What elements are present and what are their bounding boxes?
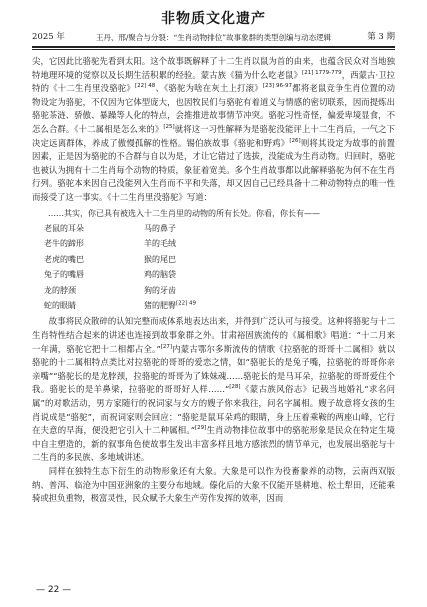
p1-text-1: 尖，它因此比骆驼先看到太阳。这个故事既解释了十二生肖以鼠为首的由来，也蕴含民众对当地独特地理环境的觉察以及长期生活积累的经验。蒙古族《猫为什么吃老鼠》 xyxy=(32,56,395,80)
citation: [29] xyxy=(195,425,207,432)
verse-left: 老牛的蹄形 xyxy=(44,239,84,249)
verse-intro: ……其实，你已具有被选入十二生肖里的动物的所有长处。你看，你长有—— xyxy=(48,208,320,218)
citation: [23] 96-97 xyxy=(262,83,293,90)
p2-text-4: 生肖动物排位故事中的骆驼形象是民众在特定生境中自主塑造的，新的叙事角色使故事生发出丰富多样且地方感浓烈的情节单元，也发展出骆驼与十二生肖的多民族、多地域讲述。 xyxy=(32,425,395,463)
verse-left: 老虎的嘴巴 xyxy=(44,254,84,264)
citation: [21] 1779-779 xyxy=(302,69,342,76)
verse-line xyxy=(32,283,395,298)
paragraph-1 xyxy=(32,55,395,205)
quoted-verse xyxy=(32,206,395,314)
verse-right: 马的鼻子 xyxy=(144,223,176,233)
verse-left: 老鼠的耳朵 xyxy=(44,223,84,233)
header-year: 2025 年 xyxy=(32,32,65,42)
p1-text-4: 都将老鼠竞争生肖位置的动物设定为骆驼，不仅因为它体型庞大，也因牧民们与骆驼有着道义与情感的密切联系，因而提炼出骆驼茶涟、骄傲、暴躁等人化的特点，会推推进故事情节冲突。骆驼习性奇怪，偏爱卑境显食，不怎么合群。《十二属相是怎么来的》 xyxy=(32,83,395,134)
paragraph-2 xyxy=(32,315,395,465)
p2-text-1: 故事将民众散碎的认知完整而成体系地表达出来，并得到广泛认可与接受。这种将骆驼与十二生肖特性结合起来的讲述也连接到故事象群之外。甘肃裕固族流传的《属相歌》唱道：“十二月来一年满，骆驼它把十二相都占全。” xyxy=(32,316,395,354)
verse-line xyxy=(32,252,395,267)
p1-text-6: 则将其设定为故事的前置因素，正是因为骆驼的不合群与自以为是，才让它错过了选拔，没能成为生肖动物。归回时，骆驼也被认为拥有十二生肖每个动物的特质，象征着宽美。多个生肖故事都以此解释骆驼为何不在生肖行列。骆驼本来因自己没能列入生肖而不平和失落，却又因自己已经具备十二种动物特点的唯一性而接受了这一事实。《十二生肖里没骆驼》写道： xyxy=(32,137,395,202)
verse-right: 狗的牙齿 xyxy=(144,285,176,295)
verse-line xyxy=(32,221,395,236)
running-header xyxy=(32,31,395,44)
header-rule-thick xyxy=(32,46,395,48)
page-number: — 22 — xyxy=(36,585,72,595)
citation: [26] xyxy=(289,137,301,144)
verse-right-text: 猪的肥臀 xyxy=(144,300,176,310)
article-body xyxy=(32,55,395,583)
citation: [22] 48 xyxy=(134,83,156,90)
header-issue: 第 3 期 xyxy=(367,32,395,42)
p1-text-5: 就将这一习性解释为是骆驼没能评上十二生肖后，一气之下决定远离群体，养成了傲慢孤解的性格。锡伯族故事《骆驼和野鸡》 xyxy=(32,123,395,148)
citation: [25] xyxy=(163,124,175,131)
verse-left: 兔子的嘴唇 xyxy=(44,270,84,280)
header-running-title: 王丹、邢/聚合与分裂：“生肖动物排位”故事象群的类型创编与动态逻辑 xyxy=(95,33,332,42)
p2-text-2: 内蒙古鄂尔多斯流传的情歌《拉骆驼的哥哥十二属相》就以骆驼的十二属相特点类比对拉骆驼的哥哥的爱恋之情，如“骆驼长的是兔子嘴，拉骆驼的哥哥你亲亲嘴”“骆驼长的是龙脖颈，拉骆驼的哥哥为了姝妹魂……骆驼长的是马耳朵，拉骆驼的哥哥爱住个我。骆驼长的是羊鼻梁，拉骆驼的哥哥好人样……” xyxy=(32,343,395,395)
verse-left: 龙的脖颈 xyxy=(44,285,76,295)
citation: [22] 49 xyxy=(176,300,197,307)
verse-line xyxy=(32,267,395,282)
verse-line xyxy=(32,298,395,313)
citation: [27] xyxy=(160,343,173,350)
header-rule-thin xyxy=(32,49,395,50)
verse-line xyxy=(32,236,395,251)
verse-right: 猴的尾巴 xyxy=(144,254,176,264)
p1-text-2: ，西蒙古·卫拉特的《十二生肖里没骆驼》 xyxy=(32,69,395,94)
citation: [28] xyxy=(229,384,241,391)
verse-left: 蛇的眼睛 xyxy=(44,300,76,310)
verse-right xyxy=(144,298,196,313)
verse-right: 鸡的脑袋 xyxy=(144,270,176,280)
verse-right: 羊的毛绒 xyxy=(144,239,176,249)
p2-text-3: 《蒙古族风俗志》记载当地婚礼“求名问属”的对歌活动，男方家随行的祝词家与女方的嫂子你来我往，问名字属相。嫂子故意将女孩的生肖说成是“骆驼”，而祝词家则会回应：“骆驼是鼠耳朵鸡的眼睛，身上压着乘鞍的两座山峰，它行在夫意的早海，便没把它引入十二种属相。” xyxy=(32,384,395,436)
journal-title: 非物质文化遗产 xyxy=(161,11,266,27)
p3-text-1: 同样在独特生态下衍生的动物形象还有大象。大象是可以作为役畜豢养的动物，云南西双版纳、普洱、临沧为中国亚洲象的主要分布地域。傣化后的大象不仅能开垦耕地、松土犁田，还能乘骑或担负重物，极富灵性，民众赋予大象生产劳作发挥的效率，因而 xyxy=(32,465,395,504)
paragraph-3 xyxy=(32,465,395,506)
p1-text-3: 、《骆驼为啥在灰土上打滚》 xyxy=(155,83,263,94)
